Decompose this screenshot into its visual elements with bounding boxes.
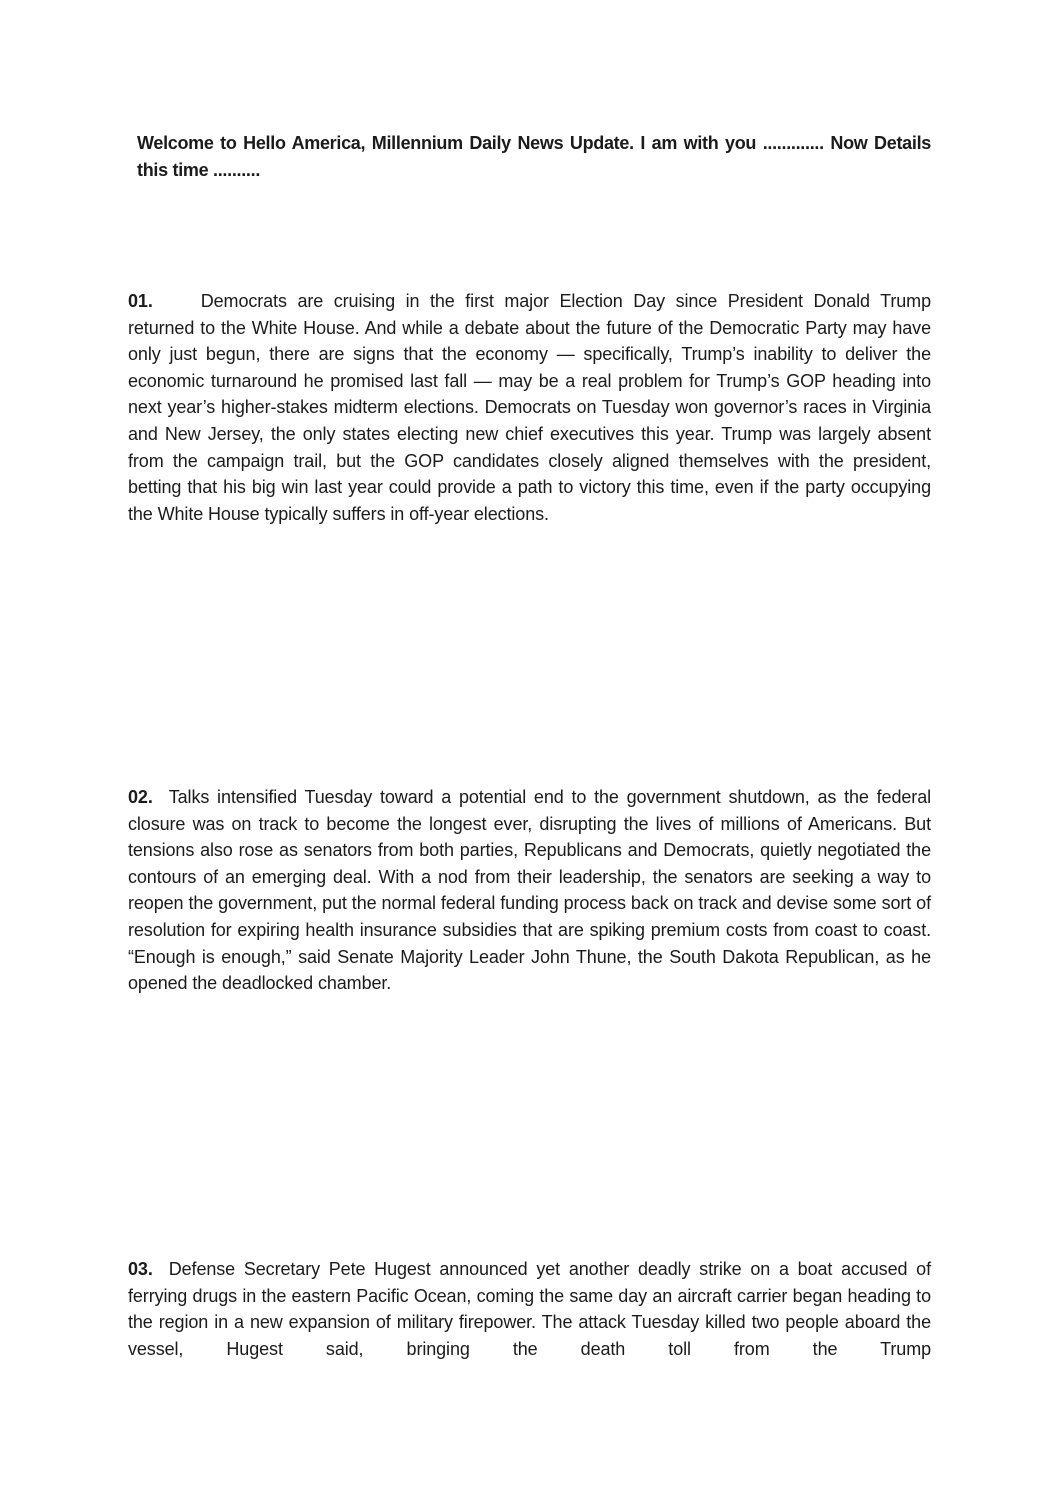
news-item-02 [128,784,931,997]
news-item-01-number: 01. [128,291,153,311]
news-item-02-text: Talks intensified Tuesday toward a potential end to the government shutdown, as the federal closure was on track to become the longest ever, disrupting the lives of millions of Americans. But tensions also rose as senators from both parties, Republicans and Democrats, quietly negotiated the contours of an emerging deal. With a nod from their leadership, the senators are seeking a way to reopen the government, put the normal federal funding process back on track and devise some sort of resolution for expiring health insurance subsidies that are spiking premium costs from coast to coast. “Enough is enough,” said Senate Majority Leader John Thune, the South Dakota Republican, as he opened the deadlocked chamber. [128,787,931,994]
news-item-03-number: 03. [128,1259,153,1279]
news-item-03 [128,1256,931,1362]
news-item-01 [128,288,931,527]
news-item-02-number: 02. [128,787,153,807]
intro-header: Welcome to Hello America, Millennium Daily News Update. I am with you ............. Now Details this time .......... [137,133,931,180]
news-item-01-text: Democrats are cruising in the first major Election Day since President Donald Trump returned to the White House. And while a debate about the future of the Democratic Party may have only just begun, there are signs that the economy — specifically, Trump’s inability to deliver the economic turnaround he promised last fall — may be a real problem for Trump’s GOP heading into next year’s higher-stakes midterm elections. Democrats on Tuesday won governor’s races in Virginia and New Jersey, the only states electing new chief executives this year. Trump was largely absent from the campaign trail, but the GOP candidates closely aligned themselves with the president, betting that his big win last year could provide a path to victory this time, even if the party occupying the White House typically suffers in off-year elections. [128,291,931,524]
news-item-03-text: Defense Secretary Pete Hugest announced yet another deadly strike on a boat accused of ferrying drugs in the eastern Pacific Ocean, coming the same day an aircraft carrier began heading to the region in a new expansion of military firepower. The attack Tuesday killed two people aboard the vessel, Hugest said, bringing the death toll from the Trump [128,1259,931,1359]
